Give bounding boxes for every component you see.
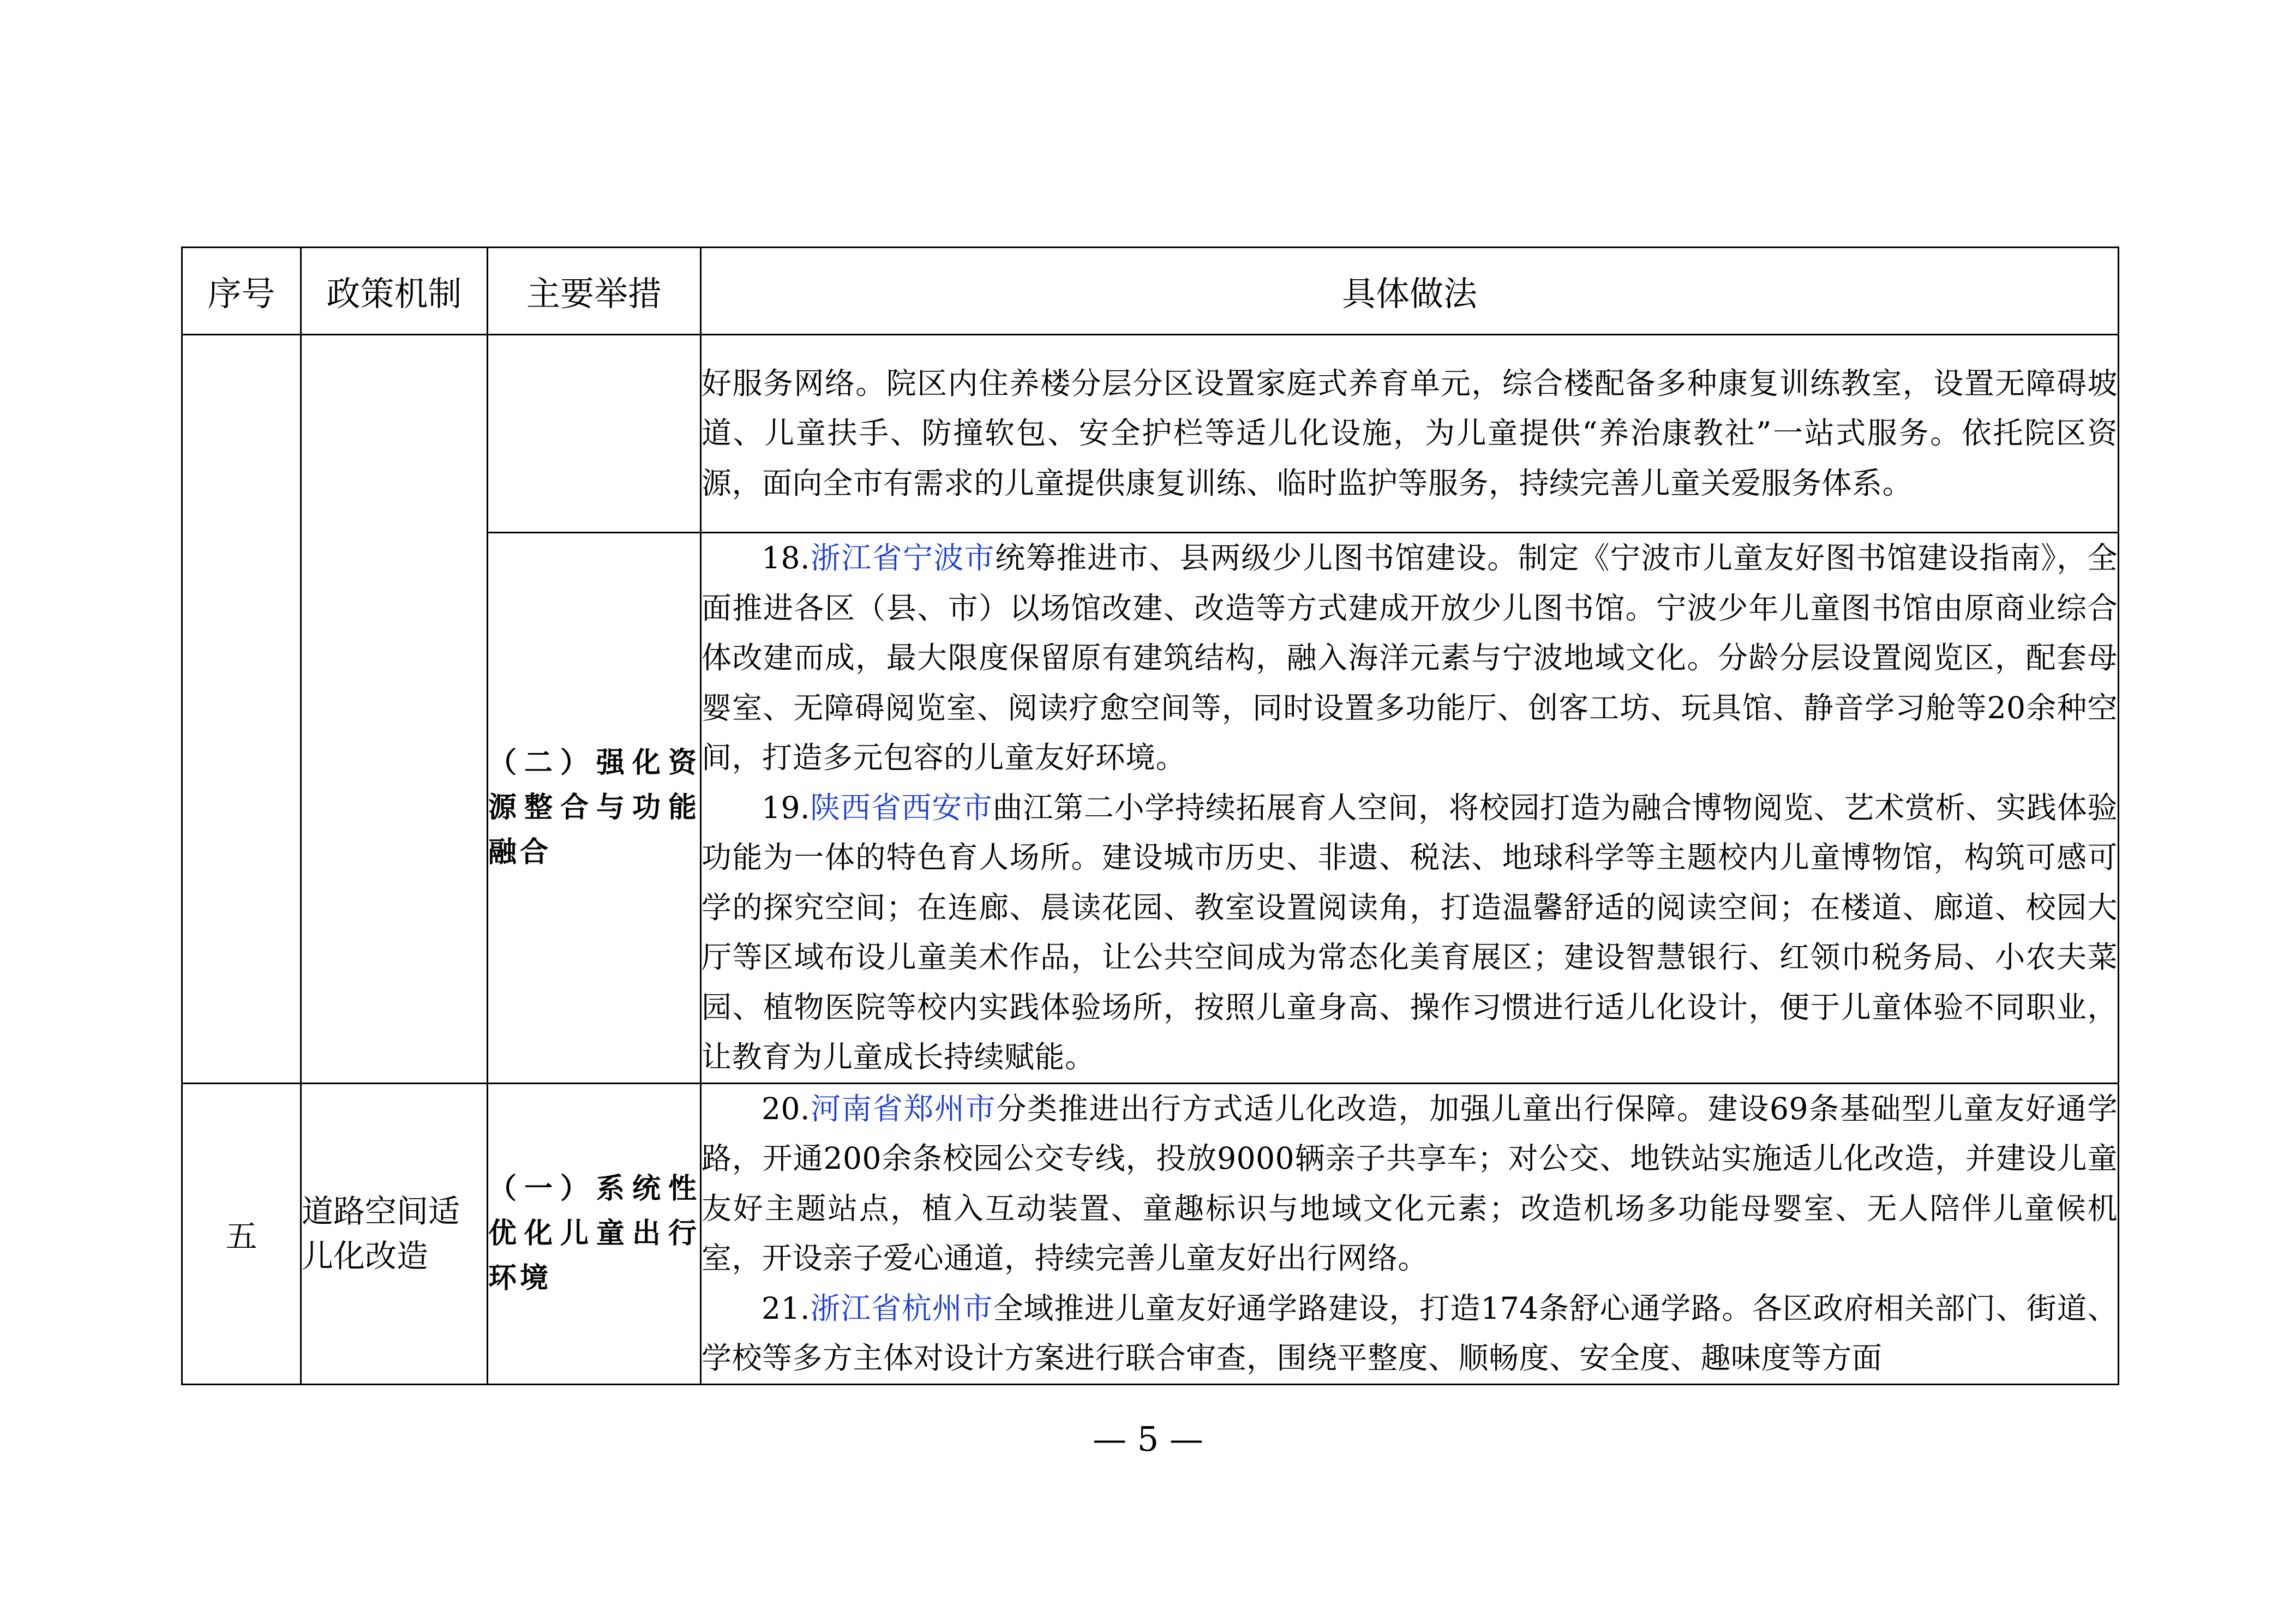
item-18 [702,533,2118,783]
item-text: 全域推进儿童友好通学路建设，打造174条舒心通学路。各区政府相关部门、街道、学校等多方主体对设计方案进行联合审查，围绕平整度、顺畅度、安全度、趣味度等方面 [702,1290,2118,1375]
measure-cell: （二）强化资源整合与功能融合 [488,533,701,1084]
table-header-row [182,248,2119,335]
table-row [182,1083,2119,1384]
header-detail: 具体做法 [701,248,2119,335]
detail-cell [701,533,2119,1084]
seq-cell-empty [182,335,301,1084]
detail-cell [701,1083,2119,1384]
policy-table [181,247,2119,1385]
table-row [182,335,2119,533]
city-name: 河南省郑州市 [810,1091,997,1126]
header-measure: 主要举措 [488,248,701,335]
header-mechanism: 政策机制 [301,248,488,335]
item-text: 分类推进出行方式适儿化改造，加强儿童出行保障。建设69条基础型儿童友好通学路，开通200余条校园公交专线，投放9000辆亲子共享车；对公交、地铁站实施适儿化改造，并建设儿童友好主题站点，植入互动装置、童趣标识与地域文化元素；改造机场多功能母婴室、无人陪伴儿童候机室，开设亲子爱心通道，持续完善儿童友好出行网络。 [702,1091,2118,1276]
mechanism-cell: 道路空间适儿化改造 [301,1083,488,1384]
measure-cell-empty [488,335,701,533]
item-19 [702,783,2118,1083]
detail-cell [701,335,2119,533]
header-seq: 序号 [182,248,301,335]
item-number: 20. [762,1091,810,1126]
item-number: 19. [762,790,810,825]
city-name: 陕西省西安市 [810,790,993,825]
item-21 [702,1284,2118,1384]
seq-number: 五 [182,1083,301,1384]
measure-cell: （一）系统性优化儿童出行环境 [488,1083,701,1384]
detail-text: 好服务网络。院区内住养楼分层分区设置家庭式养育单元，综合楼配备多种康复训练教室，设置无障碍坡道、儿童扶手、防撞软包、安全护栏等适儿化设施，为儿童提供“养治康教社”一站式服务。依托院区资源，面向全市有需求的儿童提供康复训练、临时监护等服务，持续完善儿童关爱服务体系。 [702,365,2118,501]
item-text: 统筹推进市、县两级少儿图书馆建设。制定《宁波市儿童友好图书馆建设指南》，全面推进各区（县、市）以场馆改建、改造等方式建成开放少儿图书馆。宁波少年儿童图书馆由原商业综合体改建而成，最大限度保留原有建筑结构，融入海洋元素与宁波地域文化。分龄分层设置阅览区，配套母婴室、无障碍阅览室、阅读疗愈空间等，同时设置多功能厅、创客工坊、玩具馆、静音学习舱等20余种空间，打造多元包容的儿童友好环境。 [702,540,2118,775]
item-number: 21. [762,1290,810,1326]
item-number: 18. [762,540,810,575]
mechanism-cell-empty [301,335,488,1084]
item-text: 曲江第二小学持续拓展育人空间，将校园打造为融合博物阅览、艺术赏析、实践体验功能为一体的特色育人场所。建设城市历史、非遗、税法、地球科学等主题校内儿童博物馆，构筑可感可学的探究空间；在连廊、晨读花园、教室设置阅读角，打造温馨舒适的阅读空间；在楼道、廊道、校园大厅等区域布设儿童美术作品，让公共空间成为常态化美育展区；建设智慧银行、红领巾税务局、小农夫菜园、植物医院等校内实践体验场所，按照儿童身高、操作习惯进行适儿化设计，便于儿童体验不同职业，让教育为儿童成长持续赋能。 [702,790,2118,1074]
item-20 [702,1084,2118,1284]
city-name: 浙江省杭州市 [810,1290,993,1326]
city-name: 浙江省宁波市 [810,540,996,575]
page-number: — 5 — [1093,1419,1203,1459]
